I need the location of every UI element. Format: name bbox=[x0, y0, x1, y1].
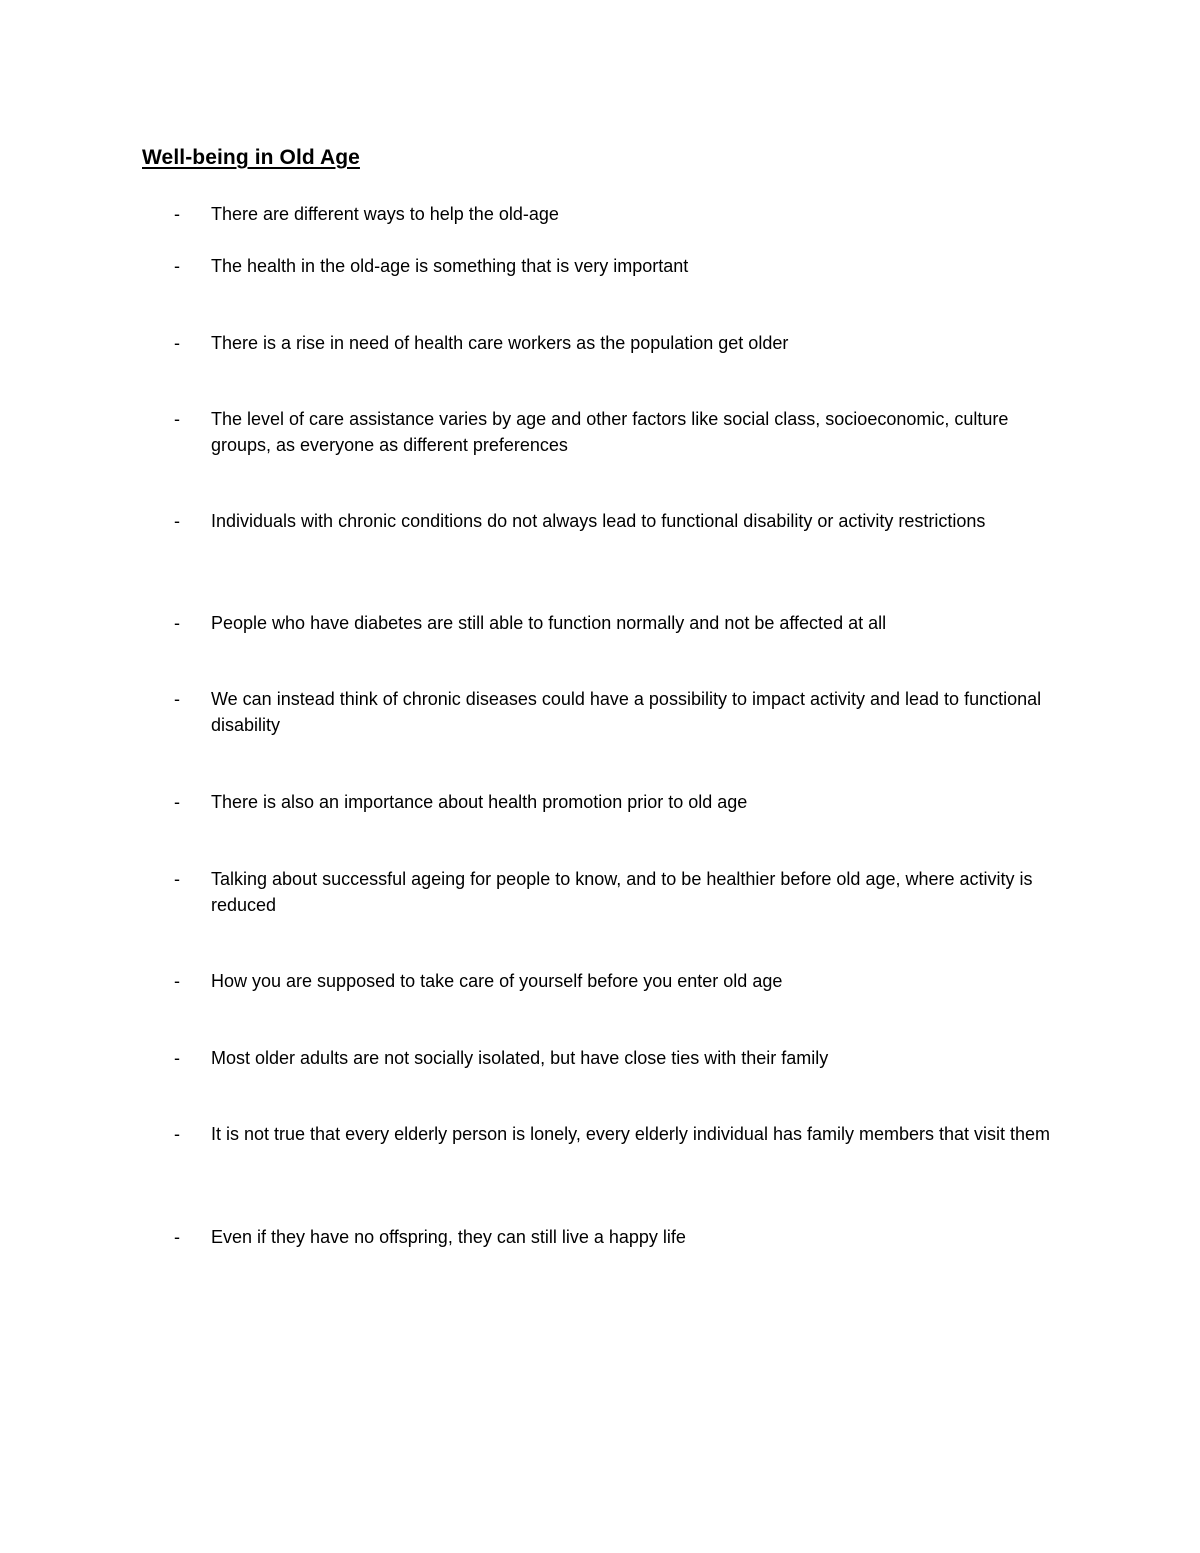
bullet-text: Even if they have no offspring, they can still live a happy life bbox=[211, 1227, 686, 1247]
bullet-text: There is also an importance about health promotion prior to old age bbox=[211, 792, 748, 812]
bullet-marker: - bbox=[174, 689, 180, 709]
bullet-marker: - bbox=[174, 613, 180, 633]
bullet-marker: - bbox=[174, 1227, 180, 1247]
bullet-text: How you are supposed to take care of yourself before you enter old age bbox=[211, 971, 783, 991]
bullet-marker: - bbox=[174, 971, 180, 991]
bullet-text: People who have diabetes are still able to function normally and not be affected at all bbox=[211, 613, 887, 633]
bullet-marker: - bbox=[174, 1048, 180, 1068]
bullet-marker: - bbox=[174, 869, 180, 889]
bullet-text: There is a rise in need of health care workers as the population get older bbox=[211, 333, 789, 353]
bullet-marker: - bbox=[174, 256, 180, 276]
bullet-text: Individuals with chronic conditions do not always lead to functional disability or activity restrictions bbox=[211, 511, 986, 531]
bullet-marker: - bbox=[174, 511, 180, 531]
bullet-text: There are different ways to help the old-age bbox=[211, 204, 559, 224]
bullet-text: It is not true that every elderly person is lonely, every elderly individual has family members that visit them bbox=[211, 1124, 1051, 1144]
bullet-marker: - bbox=[174, 204, 180, 224]
bullet-text: Most older adults are not socially isolated, but have close ties with their family bbox=[211, 1048, 829, 1068]
bullet-text: We can instead think of chronic diseases could have a possibility to impact activity and lead to functional disability bbox=[211, 689, 1042, 735]
bullet-text: The health in the old-age is something that is very important bbox=[211, 256, 689, 276]
bullet-marker: - bbox=[174, 409, 180, 429]
bullet-marker: - bbox=[174, 792, 180, 812]
bullet-text: Talking about successful ageing for people to know, and to be healthier before old age, where activity is reduced bbox=[211, 869, 1033, 915]
bullet-text: The level of care assistance varies by age and other factors like social class, socioeconomic, culture groups, as everyone as different preferences bbox=[211, 409, 1009, 455]
document-title: Well-being in Old Age bbox=[142, 146, 360, 169]
bullet-marker: - bbox=[174, 333, 180, 353]
bullet-marker: - bbox=[174, 1124, 180, 1144]
